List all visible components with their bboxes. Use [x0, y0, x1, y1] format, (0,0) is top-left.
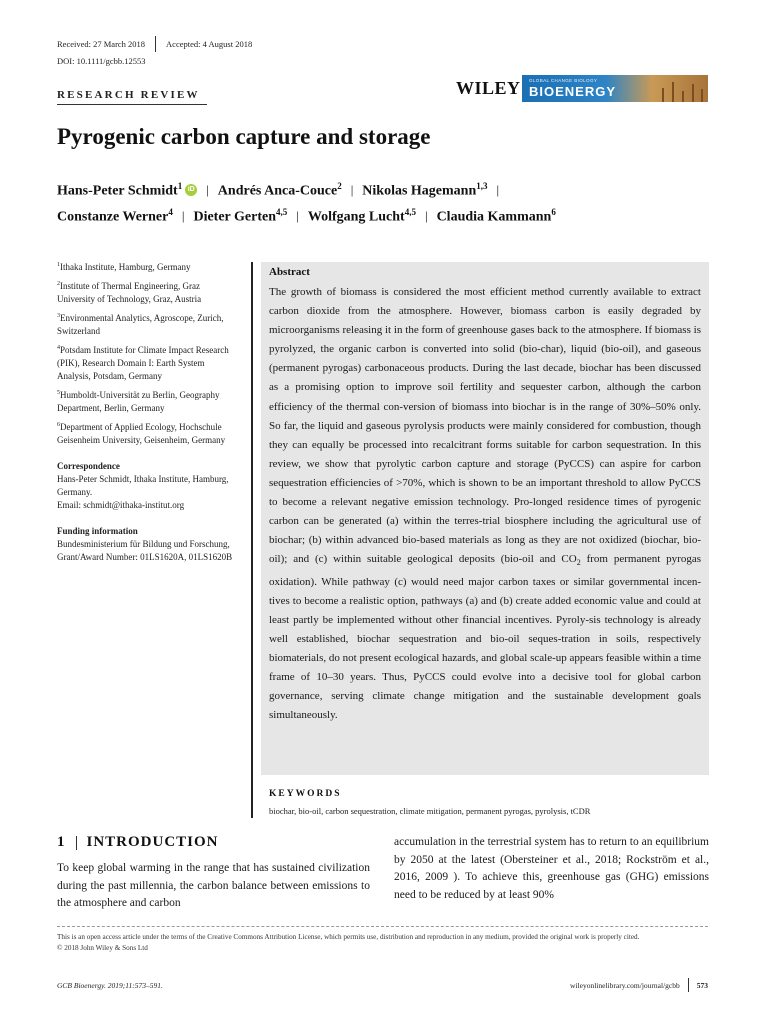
footer-rule	[57, 926, 708, 927]
banner-decoration	[692, 84, 694, 102]
journal-banner	[522, 75, 708, 102]
correspondence-address: Hans-Peter Schmidt, Ithaka Institute, Hamburg, Germany.	[57, 474, 229, 497]
license-text: This is an open access article under the terms of the Creative Commons Attribution License, which permits use, distribution and reproduction in any medium, provided the original work is properly cited.	[57, 933, 640, 941]
funding-heading: Funding information	[57, 526, 138, 536]
abstract-heading: Abstract	[269, 266, 310, 278]
date-separator	[155, 36, 156, 52]
section-title: INTRODUCTION	[86, 834, 219, 850]
page-footer	[57, 978, 708, 992]
journal-banner-title: BIOENERGY	[529, 84, 617, 99]
intro-paragraph-right: accumulation in the terrestrial system has to return to an equilibrium by 2050 at the latest (Obersteiner et al., 2018; Rockström et al., 2016, 2009 ). To achieve this, greenhouse gas (GHG) emissions need to be reduced by at least 90%	[394, 836, 709, 901]
affiliation: $^3$Environmental Analytics, Agroscope, Zurich, Switzerland	[57, 313, 224, 336]
abstract-text: The growth of biomass is considered the most efficient method currently available to extract carbon dioxide from the atmosphere. However, biomass carbon is easily degraded by microorganisms releasing it in the form of greenhouse gases back to the atmosphere. If biomass is pyrolyzed, the organic carbon is converted into solid (bio-char), liquid (bio-oil), and gaseous (permanent pyrogas) carbonaceous products. During the last decade, biochar has been discussed as a promising option to improve soil fertility and sequester carbon, although the carbon efficiency of the thermal con-version of biomass into biochar is in the range of 30%–50% only. So far, the liquid and gaseous pyrolysis products were mainly considered for combustion, though they can equally be processed into recalcitrant forms suitable for carbon sequestration. In this review, we show that pyrolytic carbon capture and storage (PyCCS) can aspire for carbon sequestration efficiencies of >70%, which is shown to be an important threshold to allow PyCCS to become a relevant negative emission technology. Pro-longed residence times of pyrogenic carbon can be generated (a) within the terres-trial biosphere including the agricultural use of biochar; (b) within advanced bio-based materials as long as they are not oxidized (biochar, bio-oil); and (c) within suitable geological deposits (bio-oil and $CO_2$ from permanent pyrogas oxidation). While pathway (c) would need major carbon taxes or similar governmental incen-tives to become a realistic option, pathways (a) and (b) create added economic value and could at least partly be implemented without other financial incentives. Pyroly-sis technology is already well established, biochar sequestration and bio-oil seques-tration in soils, respectively biomaterials, do not present ecological hazards, and global scale-up appears feasible within a time frame of 10–30 years. Thus, PyCCS could evolve into a decisive tool for global carbon governance, serving climate change mitigation and the sustainable development goals simultaneously.	[269, 286, 701, 722]
journal-citation: GCB Bioenergy. 2019;11:573–591.	[57, 980, 163, 990]
column-divider	[251, 262, 253, 818]
author[interactable]: Claudia Kammann$^6$	[436, 207, 556, 225]
affiliation: $^1$Ithaka Institute, Hamburg, Germany	[57, 262, 191, 272]
author[interactable]: Nikolas Hagemann$^{1,3}$	[362, 181, 488, 199]
page-number: 573	[696, 980, 708, 990]
footer-separator	[688, 978, 689, 992]
journal-url[interactable]: wileyonlinelibrary.com/journal/gcbb	[570, 980, 680, 990]
author[interactable]: Andrés Anca-Couce$^2$	[217, 181, 342, 199]
affiliation: $^2$Institute of Thermal Engineering, Graz University of Technology, Graz, Austria	[57, 281, 202, 304]
author-separator: |	[424, 208, 428, 224]
affiliation: $^6$Department of Applied Ecology, Hochschule Geisenheim University, Geisenheim, Germany	[57, 422, 226, 445]
article-title: Pyrogenic carbon capture and storage	[57, 124, 431, 149]
section-underline	[57, 104, 207, 105]
banner-decoration	[672, 82, 674, 102]
journal-banner-subtitle: GLOBAL CHANGE BIOLOGY	[529, 78, 598, 83]
received-date: Received: 27 March 2018	[57, 39, 146, 49]
author[interactable]: Dieter Gerten$^{4,5}$	[193, 207, 288, 225]
keywords-list: biochar, bio-oil, carbon sequestration, climate mitigation, permanent pyrogas, pyrolysis, tCDR	[269, 806, 591, 816]
section-label: RESEARCH REVIEW	[57, 89, 200, 101]
author-separator: |	[296, 208, 299, 224]
author-separator: |	[350, 182, 354, 198]
license-notice	[57, 932, 708, 954]
article-dates	[57, 36, 252, 52]
author-separator: |	[181, 208, 185, 224]
author-separator: |	[496, 182, 500, 198]
banner-decoration	[682, 91, 684, 102]
accepted-date: Accepted: 4 August 2018	[166, 39, 253, 49]
section-number-separator	[76, 836, 77, 850]
orcid-icon[interactable]: iD	[185, 184, 197, 196]
author-separator: |	[206, 182, 209, 198]
section-number: 1	[57, 834, 66, 850]
correspondence-heading: Correspondence	[57, 461, 120, 471]
publisher-logo: WILEY	[456, 78, 521, 98]
affiliation: $^4$Potsdam Institute for Climate Impact Research (PIK), Research Domain I: Earth System Analysis, Potsdam, Germany	[57, 345, 229, 381]
banner-decoration	[662, 88, 664, 102]
section-heading-introduction	[57, 834, 219, 851]
affiliation: $^5$Humboldt-Universität zu Berlin, Geography Department, Berlin, Germany	[57, 390, 220, 413]
authors-line-1	[57, 181, 508, 200]
correspondence-email[interactable]: Email: schmidt@ithaka-institut.org	[57, 500, 185, 510]
doi[interactable]: DOI: 10.1111/gcbb.12553	[57, 56, 146, 66]
funding-text: Bundesministerium für Bildung und Forschung, Grant/Award Number: 01LS1620A, 01LS1620B	[57, 539, 233, 562]
author[interactable]: Hans-Peter Schmidt$^1$	[57, 181, 183, 199]
keywords-heading: KEYWORDS	[269, 789, 342, 799]
author[interactable]: Wolfgang Lucht$^{4,5}$	[307, 207, 416, 225]
author[interactable]: Constanze Werner$^4$	[57, 207, 173, 225]
intro-paragraph-left: To keep global warming in the range that has sustained civilization during the past millennia, the carbon balance between emissions to the atmosphere and carbon	[57, 862, 370, 910]
banner-decoration	[701, 89, 703, 102]
affiliations-column	[57, 259, 237, 564]
authors-line-2	[57, 207, 556, 226]
copyright: © 2018 John Wiley & Sons Ltd	[57, 944, 148, 952]
